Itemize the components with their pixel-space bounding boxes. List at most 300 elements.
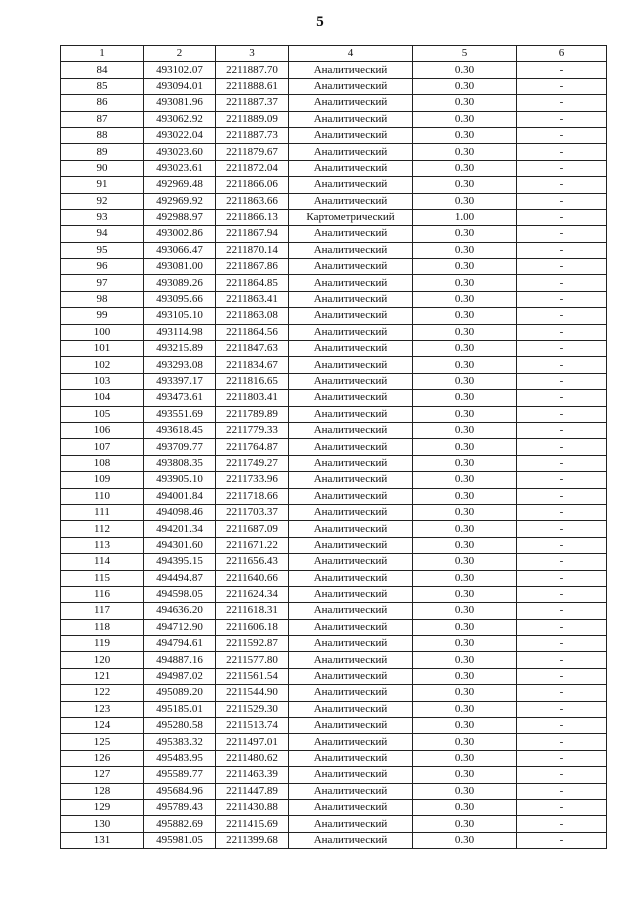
point-number-cell: 131: [61, 832, 144, 848]
method-cell: Аналитический: [289, 537, 413, 553]
note-cell: -: [517, 242, 607, 258]
method-cell: Аналитический: [289, 472, 413, 488]
point-number-cell: 96: [61, 259, 144, 275]
y-coordinate-cell: 2211480.62: [216, 750, 289, 766]
table-row: [61, 209, 607, 225]
accuracy-cell: 0.30: [413, 554, 517, 570]
table-row: [61, 308, 607, 324]
table-row: [61, 439, 607, 455]
method-cell: Аналитический: [289, 439, 413, 455]
accuracy-cell: 0.30: [413, 160, 517, 176]
x-coordinate-cell: 493215.89: [144, 341, 216, 357]
column-header: 5: [413, 46, 517, 62]
table-row: [61, 799, 607, 815]
accuracy-cell: 0.30: [413, 504, 517, 520]
x-coordinate-cell: 494636.20: [144, 603, 216, 619]
accuracy-cell: 0.30: [413, 78, 517, 94]
note-cell: -: [517, 144, 607, 160]
accuracy-cell: 0.30: [413, 242, 517, 258]
note-cell: -: [517, 603, 607, 619]
note-cell: -: [517, 111, 607, 127]
method-cell: Аналитический: [289, 111, 413, 127]
note-cell: -: [517, 685, 607, 701]
point-number-cell: 110: [61, 488, 144, 504]
note-cell: -: [517, 619, 607, 635]
y-coordinate-cell: 2211656.43: [216, 554, 289, 570]
point-number-cell: 117: [61, 603, 144, 619]
point-number-cell: 121: [61, 668, 144, 684]
method-cell: Аналитический: [289, 652, 413, 668]
y-coordinate-cell: 2211864.85: [216, 275, 289, 291]
method-cell: Аналитический: [289, 521, 413, 537]
accuracy-cell: 0.30: [413, 275, 517, 291]
y-coordinate-cell: 2211889.09: [216, 111, 289, 127]
note-cell: -: [517, 472, 607, 488]
accuracy-cell: 0.30: [413, 767, 517, 783]
point-number-cell: 109: [61, 472, 144, 488]
table-row: [61, 586, 607, 602]
method-cell: Аналитический: [289, 767, 413, 783]
y-coordinate-cell: 2211847.63: [216, 341, 289, 357]
y-coordinate-cell: 2211789.89: [216, 406, 289, 422]
x-coordinate-cell: 494494.87: [144, 570, 216, 586]
table-row: [61, 472, 607, 488]
x-coordinate-cell: 493023.61: [144, 160, 216, 176]
method-cell: Аналитический: [289, 193, 413, 209]
method-cell: Аналитический: [289, 701, 413, 717]
table-row: [61, 554, 607, 570]
table-row: [61, 95, 607, 111]
x-coordinate-cell: 493089.26: [144, 275, 216, 291]
y-coordinate-cell: 2211415.69: [216, 816, 289, 832]
x-coordinate-cell: 493293.08: [144, 357, 216, 373]
note-cell: -: [517, 193, 607, 209]
x-coordinate-cell: 495981.05: [144, 832, 216, 848]
point-number-cell: 129: [61, 799, 144, 815]
accuracy-cell: 0.30: [413, 570, 517, 586]
table-row: [61, 832, 607, 848]
table-row: [61, 734, 607, 750]
table-row: [61, 603, 607, 619]
accuracy-cell: 0.30: [413, 390, 517, 406]
note-cell: -: [517, 832, 607, 848]
x-coordinate-cell: 493551.69: [144, 406, 216, 422]
y-coordinate-cell: 2211870.14: [216, 242, 289, 258]
method-cell: Аналитический: [289, 488, 413, 504]
accuracy-cell: 0.30: [413, 357, 517, 373]
x-coordinate-cell: 494987.02: [144, 668, 216, 684]
note-cell: -: [517, 406, 607, 422]
point-number-cell: 108: [61, 455, 144, 471]
note-cell: -: [517, 160, 607, 176]
table-row: [61, 226, 607, 242]
note-cell: -: [517, 127, 607, 143]
y-coordinate-cell: 2211888.61: [216, 78, 289, 94]
x-coordinate-cell: 493081.96: [144, 95, 216, 111]
table-row: [61, 767, 607, 783]
method-cell: Аналитический: [289, 455, 413, 471]
method-cell: Аналитический: [289, 504, 413, 520]
table-row: [61, 242, 607, 258]
x-coordinate-cell: 494712.90: [144, 619, 216, 635]
note-cell: -: [517, 308, 607, 324]
x-coordinate-cell: 492969.92: [144, 193, 216, 209]
x-coordinate-cell: 493618.45: [144, 422, 216, 438]
point-number-cell: 102: [61, 357, 144, 373]
note-cell: -: [517, 504, 607, 520]
y-coordinate-cell: 2211430.88: [216, 799, 289, 815]
x-coordinate-cell: 494395.15: [144, 554, 216, 570]
point-number-cell: 91: [61, 177, 144, 193]
table-row: [61, 111, 607, 127]
y-coordinate-cell: 2211803.41: [216, 390, 289, 406]
note-cell: -: [517, 455, 607, 471]
column-header: 3: [216, 46, 289, 62]
x-coordinate-cell: 495185.01: [144, 701, 216, 717]
x-coordinate-cell: 493002.86: [144, 226, 216, 242]
y-coordinate-cell: 2211816.65: [216, 373, 289, 389]
method-cell: Аналитический: [289, 718, 413, 734]
note-cell: -: [517, 554, 607, 570]
point-number-cell: 128: [61, 783, 144, 799]
method-cell: Аналитический: [289, 554, 413, 570]
method-cell: Аналитический: [289, 160, 413, 176]
method-cell: Аналитический: [289, 341, 413, 357]
table-row: [61, 619, 607, 635]
method-cell: Аналитический: [289, 390, 413, 406]
table-body: [61, 62, 607, 849]
accuracy-cell: 0.30: [413, 341, 517, 357]
table-row: [61, 357, 607, 373]
accuracy-cell: 0.30: [413, 95, 517, 111]
y-coordinate-cell: 2211606.18: [216, 619, 289, 635]
method-cell: Аналитический: [289, 308, 413, 324]
method-cell: Аналитический: [289, 619, 413, 635]
x-coordinate-cell: 494794.61: [144, 636, 216, 652]
table-row: [61, 652, 607, 668]
point-number-cell: 120: [61, 652, 144, 668]
y-coordinate-cell: 2211863.41: [216, 291, 289, 307]
point-number-cell: 93: [61, 209, 144, 225]
column-header: 2: [144, 46, 216, 62]
note-cell: -: [517, 95, 607, 111]
table-row: [61, 685, 607, 701]
table-row: [61, 390, 607, 406]
point-number-cell: 97: [61, 275, 144, 291]
table-row: [61, 291, 607, 307]
table-row: [61, 701, 607, 717]
y-coordinate-cell: 2211718.66: [216, 488, 289, 504]
point-number-cell: 130: [61, 816, 144, 832]
note-cell: -: [517, 586, 607, 602]
accuracy-cell: 0.30: [413, 718, 517, 734]
method-cell: Аналитический: [289, 422, 413, 438]
method-cell: Аналитический: [289, 750, 413, 766]
column-header: 6: [517, 46, 607, 62]
table-row: [61, 78, 607, 94]
x-coordinate-cell: 492969.48: [144, 177, 216, 193]
x-coordinate-cell: 494887.16: [144, 652, 216, 668]
point-number-cell: 115: [61, 570, 144, 586]
x-coordinate-cell: 493066.47: [144, 242, 216, 258]
method-cell: Аналитический: [289, 242, 413, 258]
table-row: [61, 259, 607, 275]
table-row: [61, 177, 607, 193]
note-cell: -: [517, 275, 607, 291]
accuracy-cell: 0.30: [413, 603, 517, 619]
x-coordinate-cell: 495280.58: [144, 718, 216, 734]
accuracy-cell: 0.30: [413, 193, 517, 209]
x-coordinate-cell: 493709.77: [144, 439, 216, 455]
accuracy-cell: 0.30: [413, 373, 517, 389]
method-cell: Аналитический: [289, 799, 413, 815]
y-coordinate-cell: 2211866.06: [216, 177, 289, 193]
note-cell: -: [517, 209, 607, 225]
point-number-cell: 123: [61, 701, 144, 717]
note-cell: -: [517, 799, 607, 815]
note-cell: -: [517, 422, 607, 438]
note-cell: -: [517, 78, 607, 94]
table-row: [61, 160, 607, 176]
point-number-cell: 127: [61, 767, 144, 783]
table-row: [61, 341, 607, 357]
method-cell: Аналитический: [289, 177, 413, 193]
note-cell: -: [517, 767, 607, 783]
x-coordinate-cell: 493102.07: [144, 62, 216, 78]
table-row: [61, 324, 607, 340]
y-coordinate-cell: 2211863.08: [216, 308, 289, 324]
x-coordinate-cell: 493114.98: [144, 324, 216, 340]
note-cell: -: [517, 341, 607, 357]
y-coordinate-cell: 2211779.33: [216, 422, 289, 438]
accuracy-cell: 0.30: [413, 144, 517, 160]
y-coordinate-cell: 2211867.86: [216, 259, 289, 275]
method-cell: Аналитический: [289, 603, 413, 619]
accuracy-cell: 0.30: [413, 472, 517, 488]
coordinates-table: [60, 45, 607, 849]
note-cell: -: [517, 259, 607, 275]
note-cell: -: [517, 668, 607, 684]
note-cell: -: [517, 636, 607, 652]
accuracy-cell: 0.30: [413, 455, 517, 471]
table-row: [61, 127, 607, 143]
x-coordinate-cell: 493062.92: [144, 111, 216, 127]
x-coordinate-cell: 494301.60: [144, 537, 216, 553]
table-row: [61, 783, 607, 799]
point-number-cell: 126: [61, 750, 144, 766]
note-cell: -: [517, 750, 607, 766]
accuracy-cell: 0.30: [413, 734, 517, 750]
y-coordinate-cell: 2211463.39: [216, 767, 289, 783]
x-coordinate-cell: 493081.00: [144, 259, 216, 275]
x-coordinate-cell: 493022.04: [144, 127, 216, 143]
point-number-cell: 88: [61, 127, 144, 143]
method-cell: Аналитический: [289, 62, 413, 78]
y-coordinate-cell: 2211887.73: [216, 127, 289, 143]
y-coordinate-cell: 2211592.87: [216, 636, 289, 652]
note-cell: -: [517, 291, 607, 307]
accuracy-cell: 0.30: [413, 406, 517, 422]
table-header-row: [61, 46, 607, 62]
accuracy-cell: 0.30: [413, 62, 517, 78]
point-number-cell: 87: [61, 111, 144, 127]
method-cell: Картометрический: [289, 209, 413, 225]
y-coordinate-cell: 2211529.30: [216, 701, 289, 717]
note-cell: -: [517, 718, 607, 734]
y-coordinate-cell: 2211863.66: [216, 193, 289, 209]
point-number-cell: 92: [61, 193, 144, 209]
table-row: [61, 750, 607, 766]
y-coordinate-cell: 2211834.67: [216, 357, 289, 373]
table-row: [61, 455, 607, 471]
accuracy-cell: 0.30: [413, 701, 517, 717]
y-coordinate-cell: 2211497.01: [216, 734, 289, 750]
table-row: [61, 816, 607, 832]
method-cell: Аналитический: [289, 636, 413, 652]
y-coordinate-cell: 2211577.80: [216, 652, 289, 668]
table-row: [61, 521, 607, 537]
point-number-cell: 101: [61, 341, 144, 357]
accuracy-cell: 0.30: [413, 750, 517, 766]
method-cell: Аналитический: [289, 668, 413, 684]
accuracy-cell: 0.30: [413, 291, 517, 307]
method-cell: Аналитический: [289, 357, 413, 373]
point-number-cell: 107: [61, 439, 144, 455]
table-row: [61, 570, 607, 586]
accuracy-cell: 1.00: [413, 209, 517, 225]
note-cell: -: [517, 701, 607, 717]
table-row: [61, 193, 607, 209]
accuracy-cell: 0.30: [413, 783, 517, 799]
table-row: [61, 668, 607, 684]
method-cell: Аналитический: [289, 275, 413, 291]
table-row: [61, 275, 607, 291]
point-number-cell: 85: [61, 78, 144, 94]
accuracy-cell: 0.30: [413, 308, 517, 324]
accuracy-cell: 0.30: [413, 422, 517, 438]
note-cell: -: [517, 62, 607, 78]
y-coordinate-cell: 2211872.04: [216, 160, 289, 176]
note-cell: -: [517, 324, 607, 340]
x-coordinate-cell: 493094.01: [144, 78, 216, 94]
page-number: 5: [316, 14, 324, 30]
point-number-cell: 105: [61, 406, 144, 422]
table-row: [61, 636, 607, 652]
method-cell: Аналитический: [289, 783, 413, 799]
accuracy-cell: 0.30: [413, 439, 517, 455]
note-cell: -: [517, 439, 607, 455]
y-coordinate-cell: 2211447.89: [216, 783, 289, 799]
table-row: [61, 144, 607, 160]
accuracy-cell: 0.30: [413, 685, 517, 701]
method-cell: Аналитический: [289, 406, 413, 422]
method-cell: Аналитический: [289, 373, 413, 389]
y-coordinate-cell: 2211867.94: [216, 226, 289, 242]
note-cell: -: [517, 177, 607, 193]
accuracy-cell: 0.30: [413, 324, 517, 340]
table-row: [61, 504, 607, 520]
point-number-cell: 111: [61, 504, 144, 520]
y-coordinate-cell: 2211561.54: [216, 668, 289, 684]
y-coordinate-cell: 2211864.56: [216, 324, 289, 340]
x-coordinate-cell: 493808.35: [144, 455, 216, 471]
accuracy-cell: 0.30: [413, 226, 517, 242]
table-row: [61, 373, 607, 389]
accuracy-cell: 0.30: [413, 832, 517, 848]
note-cell: -: [517, 783, 607, 799]
y-coordinate-cell: 2211618.31: [216, 603, 289, 619]
point-number-cell: 100: [61, 324, 144, 340]
point-number-cell: 94: [61, 226, 144, 242]
point-number-cell: 113: [61, 537, 144, 553]
method-cell: Аналитический: [289, 734, 413, 750]
accuracy-cell: 0.30: [413, 177, 517, 193]
x-coordinate-cell: 493397.17: [144, 373, 216, 389]
accuracy-cell: 0.30: [413, 259, 517, 275]
y-coordinate-cell: 2211749.27: [216, 455, 289, 471]
y-coordinate-cell: 2211624.34: [216, 586, 289, 602]
method-cell: Аналитический: [289, 324, 413, 340]
x-coordinate-cell: 494201.34: [144, 521, 216, 537]
method-cell: Аналитический: [289, 570, 413, 586]
x-coordinate-cell: 495882.69: [144, 816, 216, 832]
note-cell: -: [517, 390, 607, 406]
point-number-cell: 122: [61, 685, 144, 701]
table-row: [61, 488, 607, 504]
note-cell: -: [517, 652, 607, 668]
accuracy-cell: 0.30: [413, 668, 517, 684]
point-number-cell: 103: [61, 373, 144, 389]
y-coordinate-cell: 2211866.13: [216, 209, 289, 225]
method-cell: Аналитический: [289, 259, 413, 275]
method-cell: Аналитический: [289, 226, 413, 242]
x-coordinate-cell: 493473.61: [144, 390, 216, 406]
y-coordinate-cell: 2211879.67: [216, 144, 289, 160]
y-coordinate-cell: 2211887.37: [216, 95, 289, 111]
x-coordinate-cell: 495789.43: [144, 799, 216, 815]
note-cell: -: [517, 226, 607, 242]
point-number-cell: 125: [61, 734, 144, 750]
y-coordinate-cell: 2211671.22: [216, 537, 289, 553]
x-coordinate-cell: 493905.10: [144, 472, 216, 488]
accuracy-cell: 0.30: [413, 111, 517, 127]
y-coordinate-cell: 2211544.90: [216, 685, 289, 701]
method-cell: Аналитический: [289, 144, 413, 160]
y-coordinate-cell: 2211640.66: [216, 570, 289, 586]
table-row: [61, 718, 607, 734]
point-number-cell: 118: [61, 619, 144, 635]
accuracy-cell: 0.30: [413, 127, 517, 143]
point-number-cell: 89: [61, 144, 144, 160]
y-coordinate-cell: 2211703.37: [216, 504, 289, 520]
accuracy-cell: 0.30: [413, 636, 517, 652]
note-cell: -: [517, 570, 607, 586]
x-coordinate-cell: 495483.95: [144, 750, 216, 766]
y-coordinate-cell: 2211764.87: [216, 439, 289, 455]
method-cell: Аналитический: [289, 832, 413, 848]
x-coordinate-cell: 492988.97: [144, 209, 216, 225]
column-header: 1: [61, 46, 144, 62]
x-coordinate-cell: 495089.20: [144, 685, 216, 701]
point-number-cell: 95: [61, 242, 144, 258]
y-coordinate-cell: 2211887.70: [216, 62, 289, 78]
point-number-cell: 98: [61, 291, 144, 307]
table-row: [61, 62, 607, 78]
x-coordinate-cell: 495684.96: [144, 783, 216, 799]
point-number-cell: 104: [61, 390, 144, 406]
x-coordinate-cell: 494001.84: [144, 488, 216, 504]
x-coordinate-cell: 494098.46: [144, 504, 216, 520]
